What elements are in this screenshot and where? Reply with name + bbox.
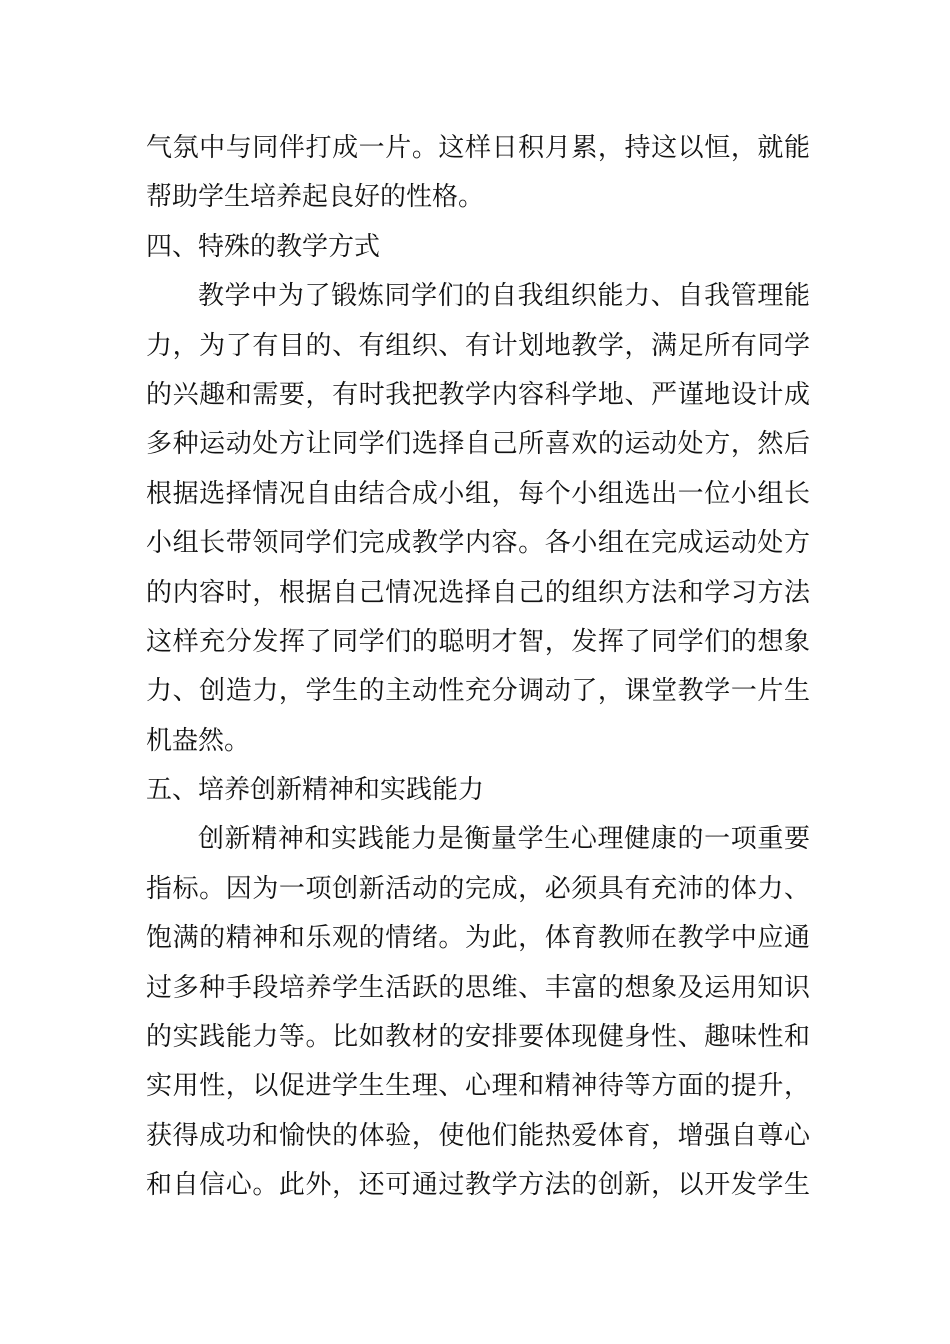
paragraph-line: 根据选择情况自由结合成小组，每个小组选出一位小组长 [146,478,810,509]
paragraph-line: 教学中为了锻炼同学们的自我组织能力、自我管理能 [198,281,810,312]
paragraph-line: 饱满的精神和乐观的情绪。为此，体育教师在教学中应通 [146,923,810,954]
document-body-text [146,124,810,1211]
section-heading: 四、特殊的教学方式 [146,231,381,262]
paragraph-line: 的兴趣和需要，有时我把教学内容科学地、严谨地设计成 [146,379,810,410]
paragraph-line: 力、创造力，学生的主动性充分调动了，课堂教学一片生 [146,676,810,707]
paragraph-line: 实用性，以促进学生生理、心理和精神待等方面的提升， [146,1071,810,1102]
paragraph-line: 力，为了有目的、有组织、有计划地教学，满足所有同学 [146,330,810,361]
paragraph-line: 和自信心。此外，还可通过教学方法的创新，以开发学生 [146,1170,810,1201]
paragraph-line: 获得成功和愉快的体验，使他们能热爱体育，增强自尊心 [146,1120,810,1151]
paragraph-line: 过多种手段培养学生活跃的思维、丰富的想象及运用知识 [146,972,810,1003]
paragraph-line: 这样充分发挥了同学们的聪明才智，发挥了同学们的想象 [146,626,810,657]
paragraph-line: 指标。因为一项创新活动的完成，必须具有充沛的体力、 [146,873,810,904]
paragraph-line: 帮助学生培养起良好的性格。 [146,182,485,213]
paragraph-line: 气氛中与同伴打成一片。这样日积月累，持这以恒，就能 [146,133,810,163]
paragraph-line: 的实践能力等。比如教材的安排要体现健身性、趣味性和 [146,1022,810,1053]
paragraph-line: 的内容时，根据自己情况选择自己的组织方法和学习方法 [146,577,810,608]
paragraph-line: 机盎然。 [146,725,251,756]
paragraph-line: 创新精神和实践能力是衡量学生心理健康的一项重要 [198,824,810,855]
paragraph-line: 多种运动处方让同学们选择自己所喜欢的运动处方，然后 [146,429,810,460]
paragraph-line: 小组长带领同学们完成教学内容。各小组在完成运动处方 [146,528,810,559]
section-heading: 五、培养创新精神和实践能力 [146,775,485,806]
